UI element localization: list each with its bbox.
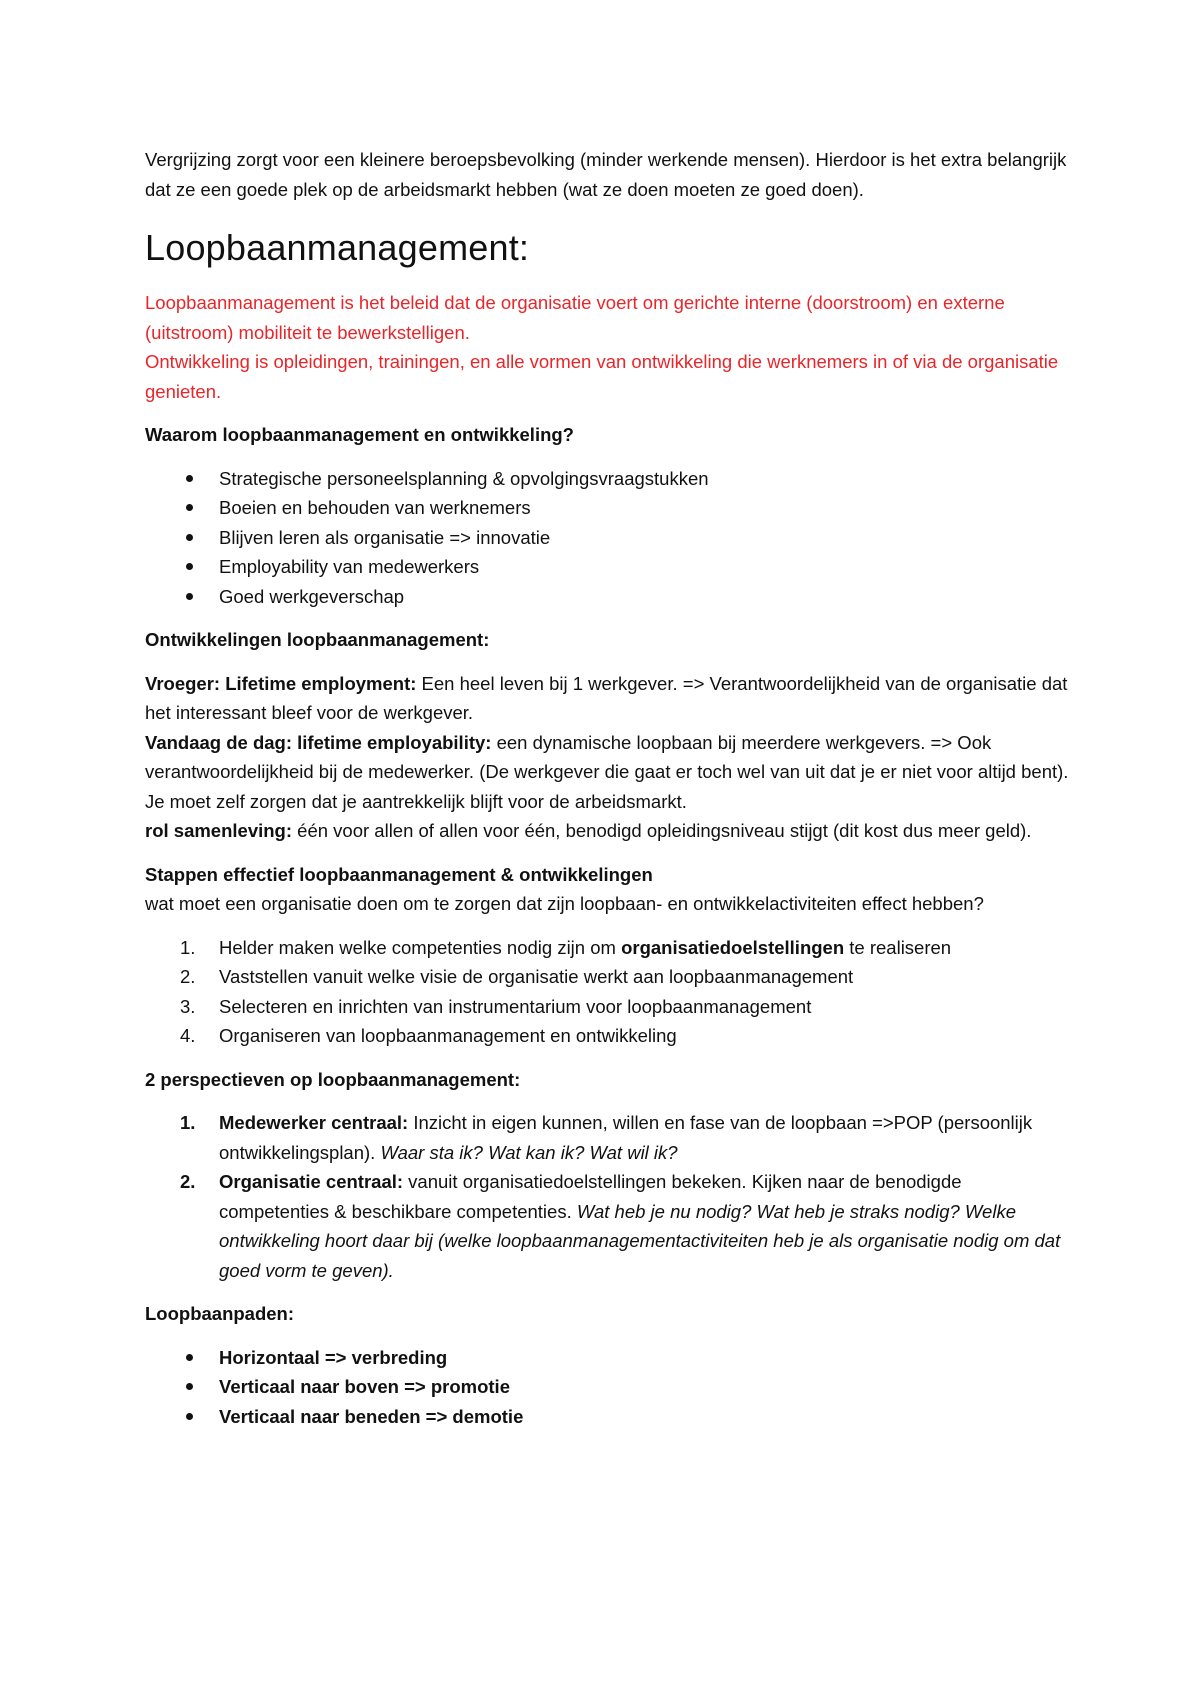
stappen-heading: Stappen effectief loopbaanmanagement & ontwikkelingen (145, 863, 653, 885)
list-number: 3. (180, 995, 196, 1017)
list-item: Verticaal naar beneden => demotie (145, 1402, 1075, 1432)
waarom-list (145, 464, 1075, 612)
list-item: Goed werkgeverschap (145, 582, 1075, 612)
list-item: Employability van medewerkers (145, 552, 1075, 582)
list-number: 1. (180, 936, 196, 958)
rol-text: één voor allen of allen voor één, benodigd opleidingsniveau stijgt (dit kost dus meer geld). (292, 820, 1032, 841)
list-item: 1. Helder maken welke competenties nodig zijn om organisatiedoelstellingen te realiseren (145, 933, 1075, 963)
ontwikkelingen-block (145, 669, 1075, 846)
vroeger-paragraph (145, 669, 1075, 728)
list-number: 2. (180, 966, 196, 987)
stappen-subtext: wat moet een organisatie doen om te zorgen dat zijn loopbaan- en ontwikkelactiviteiten effect hebben? (145, 893, 984, 914)
rol-paragraph (145, 816, 1075, 846)
list-item: 2. Organisatie centraal: vanuit organisatiedoelstellingen bekeken. Kijken naar de benodigde competenties & beschikbare competenties. Wat heb je nu nodig? Wat heb je straks nodig? Welke ontwikkeling hoort daar bij (welke loopbaanmanagementactiviteiten heb je als organisatie nodig om dat goed vorm te geven). (145, 1167, 1075, 1285)
definition-ontwikkeling: Ontwikkeling is opleidingen, trainingen, en alle vormen van ontwikkeling die werknemers in of via de organisatie genieten. (145, 351, 1059, 402)
list-item: Verticaal naar boven => promotie (145, 1372, 1075, 1402)
waarom-heading: Waarom loopbaanmanagement en ontwikkeling? (145, 424, 574, 445)
vroeger-text: Een heel leven bij 1 werkgever. => Verantwoordelijkheid van de organisatie dat het interessant bleef voor de werkgever. (145, 672, 1068, 723)
definition-block (145, 288, 1075, 406)
perspectieven-list (145, 1108, 1075, 1285)
list-item: 4. Organiseren van loopbaanmanagement en ontwikkeling (145, 1021, 1075, 1051)
perspectieven-heading: 2 perspectieven op loopbaanmanagement: (145, 1068, 521, 1090)
list-item: 1. Medewerker centraal: Inzicht in eigen kunnen, willen en fase van de loopbaan =>POP (persoonlijk ontwikkelingsplan). Waar sta ik? Wat kan ik? Wat wil ik? (145, 1108, 1075, 1167)
list-item: 3. Selecteren en inrichten van instrumentarium voor loopbaanmanagement (145, 992, 1075, 1022)
ontwikkelingen-heading: Ontwikkelingen loopbaanmanagement: (145, 629, 490, 650)
list-number: 4. (180, 1025, 196, 1046)
list-item: 2. Vaststellen vanuit welke visie de organisatie werkt aan loopbaanmanagement (145, 962, 1075, 992)
list-number: 2. (180, 1171, 196, 1192)
list-number: 1. (180, 1112, 196, 1133)
vandaag-label: Vandaag de dag: lifetime employability: (145, 731, 492, 753)
stappen-list (145, 933, 1075, 1051)
loopbaanpaden-heading: Loopbaanpaden: (145, 1303, 295, 1324)
document-body (145, 145, 1075, 1445)
list-item: Horizontaal => verbreding (145, 1343, 1075, 1373)
loopbaanpaden-list (145, 1343, 1075, 1432)
vroeger-label: Vroeger: Lifetime employment: (145, 672, 417, 694)
intro-paragraph: Vergrijzing zorgt voor een kleinere beroepsbevolking (minder werkende mensen). Hierdoor is het extra belangrijk dat ze een goede plek op de arbeidsmarkt hebben (wat ze doen moeten ze goed doen). (145, 149, 1067, 200)
section-heading: Loopbaanmanagement: (145, 227, 530, 268)
definition-loopbaanmanagement: Loopbaanmanagement is het beleid dat de organisatie voert om gerichte interne (doorstroom) en externe (uitstroom) mobiliteit te bewerkstelligen. (145, 292, 1005, 343)
list-item: Boeien en behouden van werknemers (145, 493, 1075, 523)
vandaag-text: een dynamische loopbaan bij meerdere werkgevers. => Ook verantwoordelijkheid bij de medewerker. (De werkgever die gaat er toch wel van uit dat je er niet voor altijd bent). Je moet zelf zorgen dat je aantrekkelijk blijft voor de arbeidsmarkt. (145, 731, 1069, 812)
vandaag-paragraph (145, 728, 1075, 817)
list-item: Strategische personeelsplanning & opvolgingsvraagstukken (145, 464, 1075, 494)
stappen-block (145, 860, 1075, 919)
list-item: Blijven leren als organisatie => innovatie (145, 523, 1075, 553)
rol-label: rol samenleving: (145, 820, 293, 841)
